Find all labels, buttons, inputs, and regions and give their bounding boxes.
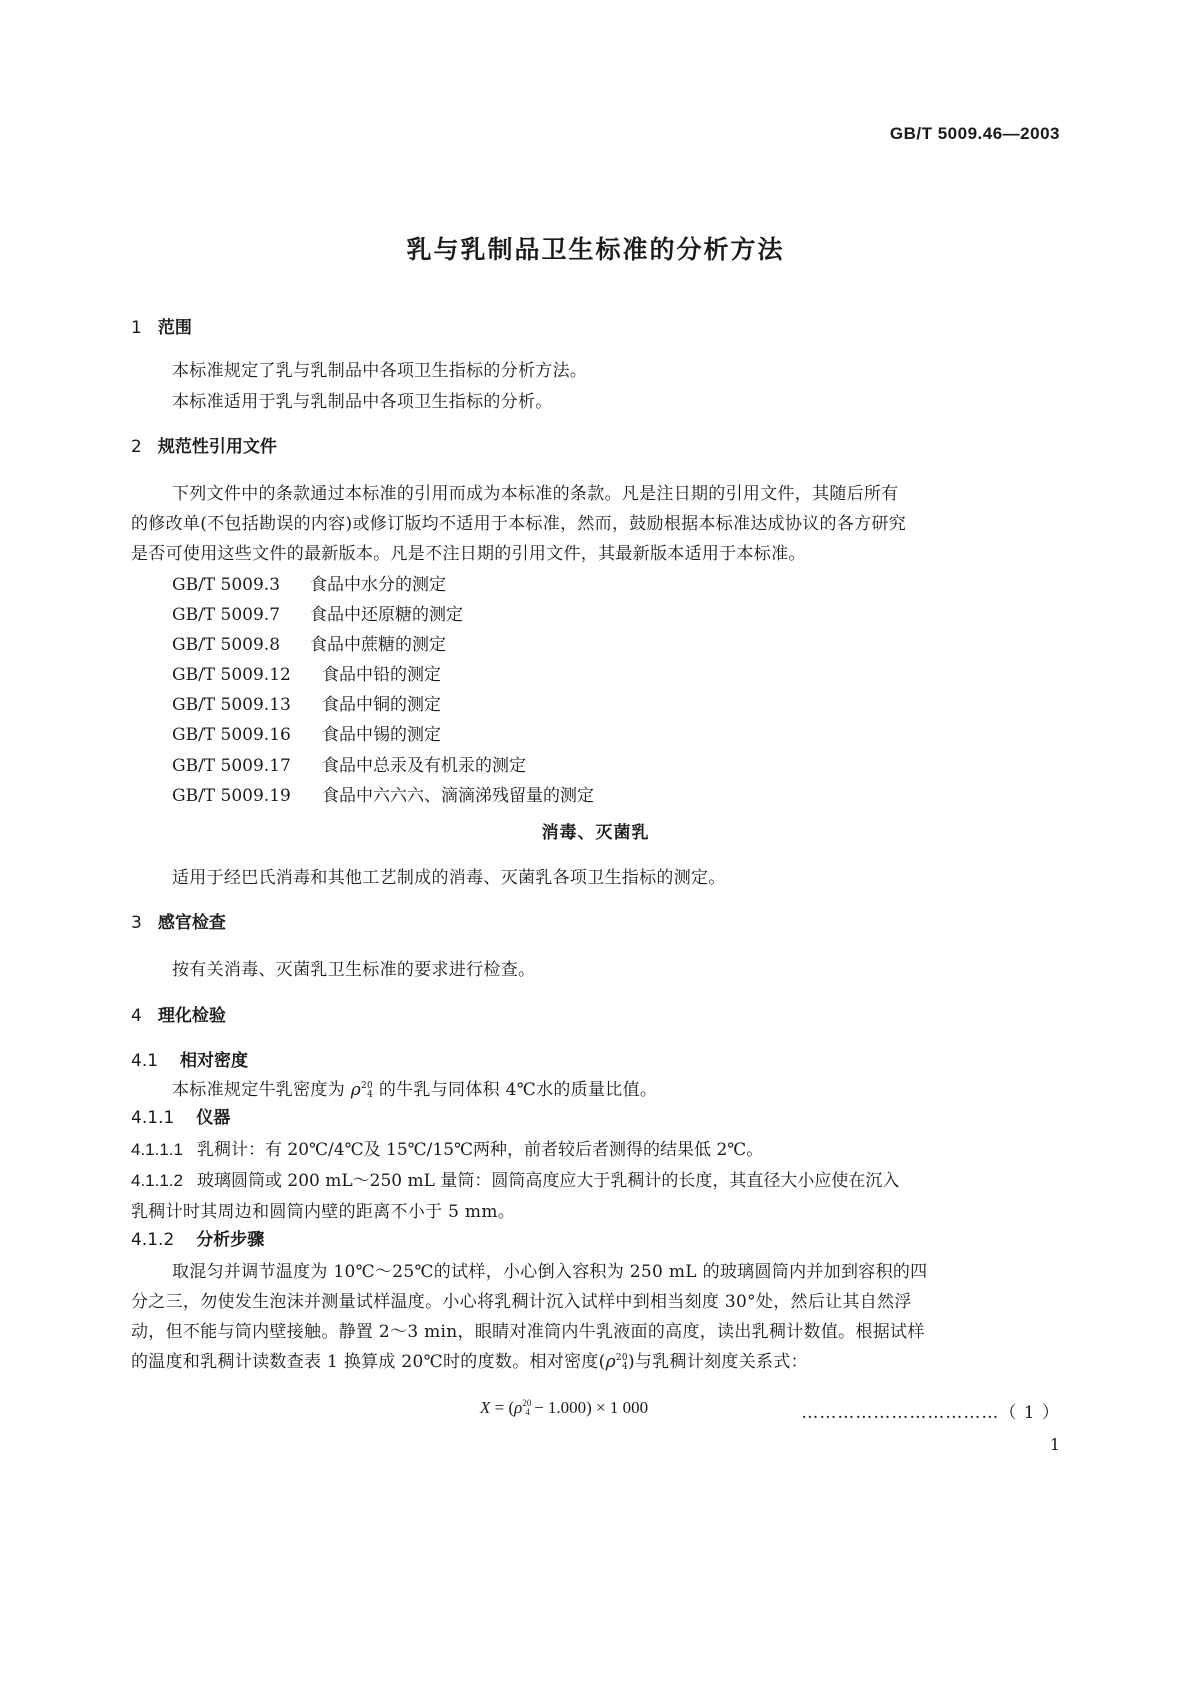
paragraph — [172, 1075, 657, 1100]
superscript: 20 — [522, 1398, 532, 1408]
reference-name: 食品中铅的测定 — [322, 665, 441, 685]
reference-item — [172, 570, 446, 595]
text-segment: 的温度和乳稠计读数查表 1 换算成 20℃时的度数。相对密度( — [131, 1352, 606, 1372]
reference-name: 食品中锡的测定 — [322, 725, 441, 745]
reference-item — [172, 600, 463, 625]
reference-code: GB/T 5009.3 — [172, 575, 281, 595]
paragraph: 本标准规定了乳与乳制品中各项卫生指标的分析方法。 — [172, 361, 588, 381]
section-4-1-2-heading — [131, 1225, 264, 1250]
section-number: 3 — [131, 913, 142, 933]
section-4-1-heading — [131, 1046, 248, 1071]
section-title: 范围 — [157, 318, 192, 338]
formula-variable: X — [480, 1398, 491, 1417]
subscript: 4 — [525, 1407, 530, 1417]
paragraph-line — [131, 1347, 808, 1372]
section-title: 理化检验 — [157, 1006, 226, 1026]
reference-name: 食品中还原糖的测定 — [310, 605, 463, 625]
section-number: 4 — [131, 1006, 142, 1026]
reference-name: 食品中蔗糖的测定 — [310, 635, 446, 655]
rho-symbol: ρ — [605, 1352, 616, 1372]
formula-part: − 1.000) × 1 000 — [529, 1398, 649, 1417]
reference-item — [172, 660, 441, 685]
section-number: 2 — [131, 437, 142, 457]
section-3-heading — [131, 908, 226, 933]
section-number: 4.1.2 — [131, 1230, 175, 1250]
reference-code: GB/T 5009.19 — [172, 786, 291, 806]
paragraph: 适用于经巴氏消毒和其他工艺制成的消毒、灭菌乳各项卫生指标的测定。 — [172, 868, 726, 888]
subheading: 消毒、灭菌乳 — [541, 823, 650, 843]
section-title: 仪器 — [196, 1108, 231, 1128]
clause-4-1-1-1 — [131, 1135, 763, 1160]
reference-code: GB/T 5009.8 — [172, 635, 281, 655]
text-segment: 的牛乳与同体积 4℃水的质量比值。 — [378, 1080, 658, 1100]
section-number: 4.1 — [131, 1051, 159, 1071]
section-1-heading — [131, 313, 192, 338]
rho-symbol: ρ — [514, 1398, 523, 1417]
section-number: 1 — [131, 318, 142, 338]
text-segment: )与乳稠计刻度关系式： — [628, 1352, 808, 1372]
formula-part: = ( — [490, 1398, 515, 1417]
clause-number: 4.1.1.1 — [131, 1140, 183, 1159]
section-title: 规范性引用文件 — [157, 437, 277, 457]
paragraph-line: 分之三，勿使发生泡沫并测量试样温度。小心将乳稠计沉入试样中到相当刻度 30°处，然后让其自然浮 — [131, 1292, 912, 1312]
reference-code: GB/T 5009.16 — [172, 725, 291, 745]
reference-name: 食品中六六六、滴滴涕残留量的测定 — [322, 786, 594, 806]
reference-code: GB/T 5009.12 — [172, 665, 291, 685]
paragraph-line: 是否可使用这些文件的最新版本。凡是不注日期的引用文件，其最新版本适用于本标准。 — [131, 544, 806, 564]
clause-text: 玻璃圆筒或 200 mL～250 mL 量筒：圆筒高度应大于乳稠计的长度，其直径大小应使在沉入 — [197, 1171, 900, 1191]
paragraph-line: 动，但不能与筒内壁接触。静置 2～3 min，眼睛对准筒内牛乳液面的高度，读出乳稠计数值。根据试样 — [131, 1322, 925, 1342]
clause-number: 4.1.1.2 — [131, 1171, 183, 1190]
reference-code: GB/T 5009.7 — [172, 605, 281, 625]
page-number: 1 — [1049, 1435, 1060, 1454]
subscript: 4 — [621, 1362, 628, 1372]
section-title: 分析步骤 — [196, 1230, 265, 1250]
reference-code: GB/T 5009.13 — [172, 695, 291, 715]
section-title: 感官检查 — [157, 913, 226, 933]
reference-code: GB/T 5009.17 — [172, 756, 291, 776]
paragraph: 按有关消毒、灭菌乳卫生标准的要求进行检查。 — [172, 960, 536, 980]
clause-4-1-1-2 — [131, 1166, 899, 1191]
superscript: 20 — [361, 1081, 374, 1091]
paragraph-line: 下列文件中的条款通过本标准的引用而成为本标准的条款。凡是注日期的引用文件，其随后所有 — [172, 484, 899, 504]
rho-symbol: ρ — [350, 1080, 362, 1100]
text-segment: 本标准规定牛乳密度为 — [172, 1080, 345, 1100]
reference-name: 食品中水分的测定 — [310, 575, 446, 595]
paragraph-line: 的修改单(不包括勘误的内容)或修订版均不适用于本标准，然而，鼓励根据本标准达成协议的各方研究 — [131, 514, 907, 534]
paragraph: 本标准适用于乳与乳制品中各项卫生指标的分析。 — [172, 392, 553, 412]
section-title: 相对密度 — [180, 1051, 249, 1071]
reference-item — [172, 751, 526, 776]
section-4-heading — [131, 1001, 226, 1026]
subscript: 4 — [367, 1090, 374, 1100]
section-number: 4.1.1 — [131, 1108, 175, 1128]
paragraph-line: 取混匀并调节温度为 10℃～25℃的试样，小心倒入容积为 250 mL 的玻璃圆筒内并加到容积的四 — [172, 1262, 928, 1282]
superscript: 20 — [615, 1353, 628, 1363]
section-2-heading — [131, 432, 277, 457]
clause-continuation: 乳稠计时其周边和圆筒内壁的距离不小于 5 mm。 — [131, 1202, 516, 1222]
section-4-1-1-heading — [131, 1103, 230, 1128]
reference-item — [172, 720, 441, 745]
reference-item — [172, 630, 446, 655]
reference-name: 食品中总汞及有机汞的测定 — [322, 756, 526, 776]
clause-text: 乳稠计：有 20℃/4℃及 15℃/15℃两种，前者较后者测得的结果低 2℃。 — [197, 1140, 764, 1160]
document-title: 乳与乳制品卫生标准的分析方法 — [406, 235, 785, 264]
reference-name: 食品中铜的测定 — [322, 695, 441, 715]
formula-1 — [480, 1398, 648, 1418]
reference-item — [172, 690, 441, 715]
standard-code: GB/T 5009.46—2003 — [889, 124, 1060, 143]
reference-item — [172, 781, 594, 806]
equation-number: ……………………………（ 1 ） — [801, 1403, 1060, 1423]
